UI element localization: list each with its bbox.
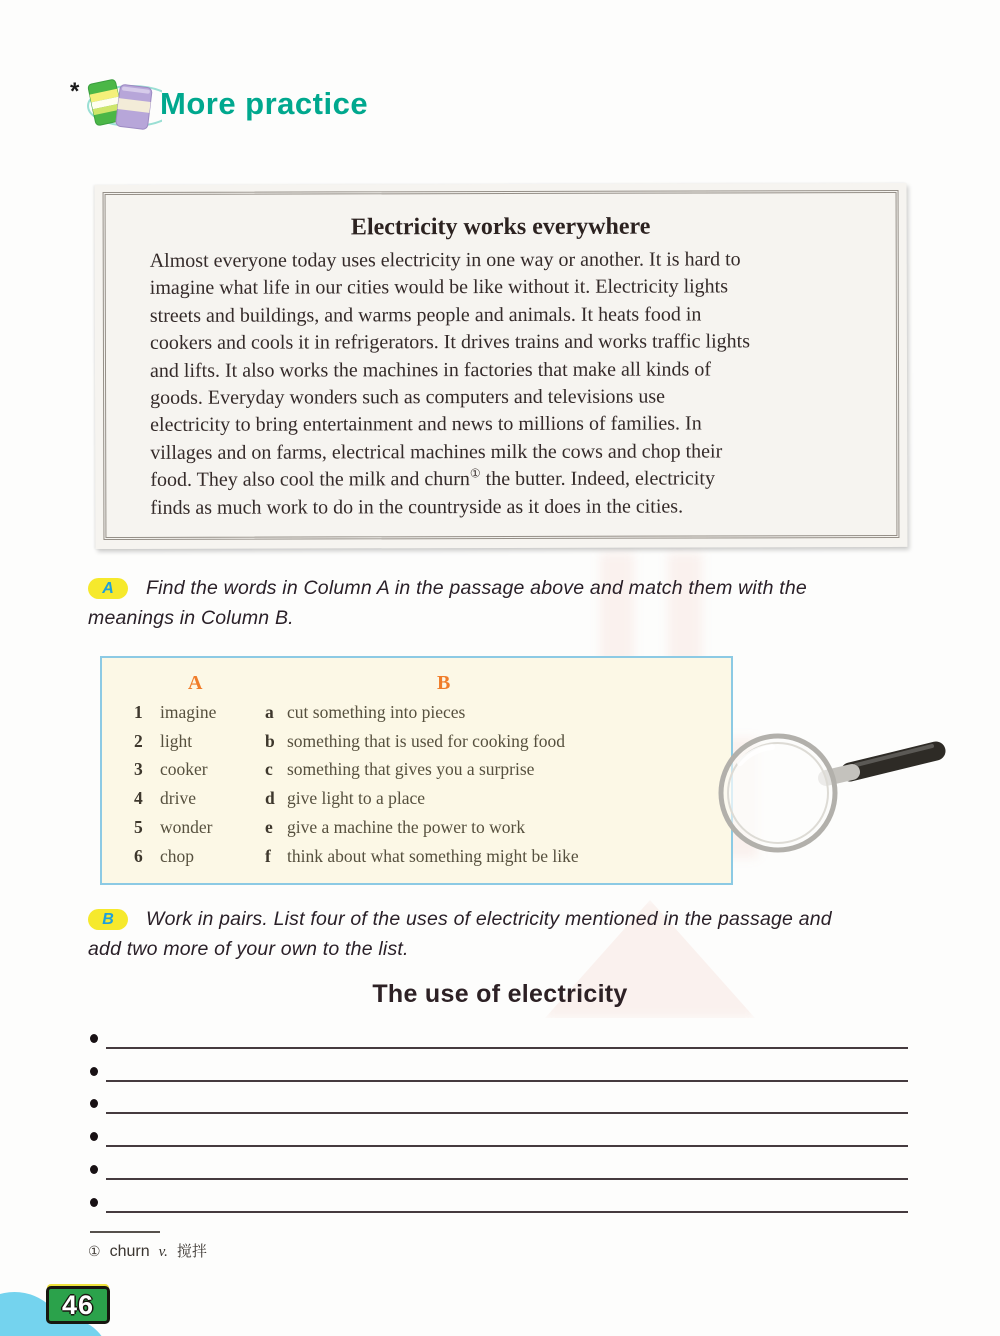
- row-letter: b: [265, 730, 275, 751]
- row-letter: f: [265, 845, 271, 866]
- magnifying-glass-icon: [700, 715, 950, 865]
- passage-line: villages and on farms, electrical machines milk the cows and chop their: [150, 440, 723, 464]
- passage-line: goods. Everyday wonders such as computers and televisions use: [150, 385, 666, 409]
- row-letter: c: [265, 759, 273, 780]
- row-letter: d: [265, 788, 275, 809]
- write-on-line: [106, 1080, 908, 1082]
- page-number-badge: [46, 1286, 110, 1324]
- footnote-part-of-speech: v.: [158, 1244, 168, 1260]
- column-a-word: wonder: [160, 817, 213, 838]
- column-b-meaning: something that is used for cooking food: [287, 730, 566, 751]
- matching-table-row: [102, 784, 731, 813]
- answer-lines: [88, 1018, 910, 1215]
- column-b-meaning: something that gives you a surprise: [287, 759, 535, 780]
- footnote-divider: [90, 1231, 160, 1233]
- matching-table-row: [102, 813, 731, 842]
- exercise-b: [88, 908, 928, 961]
- write-on-line: [106, 1178, 908, 1180]
- column-a-word: light: [160, 730, 193, 751]
- row-number: 1: [134, 701, 143, 722]
- exercise-b-instruction-line2: add two more of your own to the list.: [88, 938, 409, 960]
- reading-passage-card: [95, 183, 908, 549]
- passage-line: Almost everyone today uses electricity in one way or another. It is hard to: [149, 248, 741, 272]
- matching-table-row: [102, 727, 731, 756]
- passage-frame: [103, 190, 900, 540]
- row-number: 4: [134, 788, 143, 809]
- passage-body: [106, 240, 897, 522]
- footnote-word: churn: [109, 1243, 150, 1260]
- matching-table: [100, 656, 733, 885]
- matching-table-row: [102, 842, 731, 871]
- row-number: 2: [134, 730, 143, 751]
- bullet-icon: [90, 1132, 98, 1141]
- answer-line: [88, 1084, 910, 1117]
- column-a-word: chop: [160, 845, 195, 866]
- matching-table-rows: [102, 698, 731, 871]
- column-b-meaning: give a machine the power to work: [287, 817, 526, 838]
- column-a-header: A: [188, 672, 203, 694]
- passage-line: and lifts. It also works the machines in factories that make all kinds of: [149, 358, 712, 382]
- passage-line: streets and buildings, and warms people and animals. It heats food in: [149, 303, 702, 327]
- column-b-meaning: think about what something might be like: [287, 845, 579, 866]
- matching-table-headers: [102, 658, 731, 698]
- row-letter: e: [265, 817, 273, 838]
- bullet-icon: [90, 1198, 98, 1207]
- column-b-header: B: [437, 672, 451, 694]
- page-title: More practice: [160, 86, 369, 121]
- footnote: [88, 1231, 207, 1261]
- write-on-line: [106, 1112, 908, 1114]
- row-letter: a: [265, 701, 274, 722]
- column-b-meaning: give light to a place: [287, 788, 426, 809]
- footnote-translation: 搅拌: [176, 1243, 207, 1260]
- list-title: The use of electricity: [372, 980, 628, 1008]
- passage-line: imagine what life in our cities would be like without it. Electricity lights: [149, 275, 729, 300]
- bullet-icon: [90, 1067, 98, 1076]
- passage-line: finds as much work to do in the countryside as it does in the cities.: [150, 495, 684, 519]
- column-a-word: imagine: [160, 701, 217, 722]
- matching-table-row: [102, 756, 731, 785]
- column-b-meaning: cut something into pieces: [287, 701, 466, 722]
- row-number: 3: [134, 759, 143, 780]
- exercise-a: [88, 577, 928, 630]
- answer-line: [88, 1149, 910, 1182]
- bullet-icon: [90, 1099, 98, 1108]
- column-a-word: drive: [160, 788, 196, 809]
- bullet-icon: [90, 1165, 98, 1174]
- matching-table-row: [102, 698, 731, 727]
- write-on-line: [106, 1211, 908, 1213]
- books-icon: [86, 76, 162, 132]
- exercise-a-label-badge: A: [88, 578, 128, 599]
- passage-line: electricity to bring entertainment and news to millions of families. In: [150, 412, 702, 437]
- answer-line: [88, 1018, 910, 1051]
- row-number: 6: [134, 845, 143, 866]
- write-on-line: [106, 1047, 908, 1049]
- exercise-a-instruction-line2: meanings in Column B.: [88, 607, 294, 629]
- row-number: 5: [134, 817, 143, 838]
- exercise-a-instruction-line1: Find the words in Column A in the passage above and match them with the: [146, 577, 807, 599]
- column-a-word: cooker: [160, 759, 208, 780]
- footnote-marker: ①: [88, 1243, 101, 1259]
- answer-line: [88, 1182, 910, 1215]
- answer-line: [88, 1116, 910, 1149]
- answer-line: [88, 1051, 910, 1084]
- bullet-icon: [90, 1034, 98, 1043]
- write-on-line: [106, 1145, 908, 1147]
- passage-line: cookers and cools it in refrigerators. It drives trains and works traffic lights: [149, 330, 750, 355]
- asterisk-marker: *: [70, 78, 80, 105]
- passage-line: food. They also cool the milk and churn① the butter. Indeed, electricity: [150, 466, 716, 492]
- footnote-reference-marker: ①: [469, 466, 481, 481]
- page-number: 46: [61, 1289, 95, 1320]
- exercise-b-label-badge: B: [88, 909, 128, 930]
- exercise-b-instruction-line1: Work in pairs. List four of the uses of electricity mentioned in the passage and: [146, 908, 832, 930]
- passage-title: Electricity works everywhere: [350, 213, 651, 241]
